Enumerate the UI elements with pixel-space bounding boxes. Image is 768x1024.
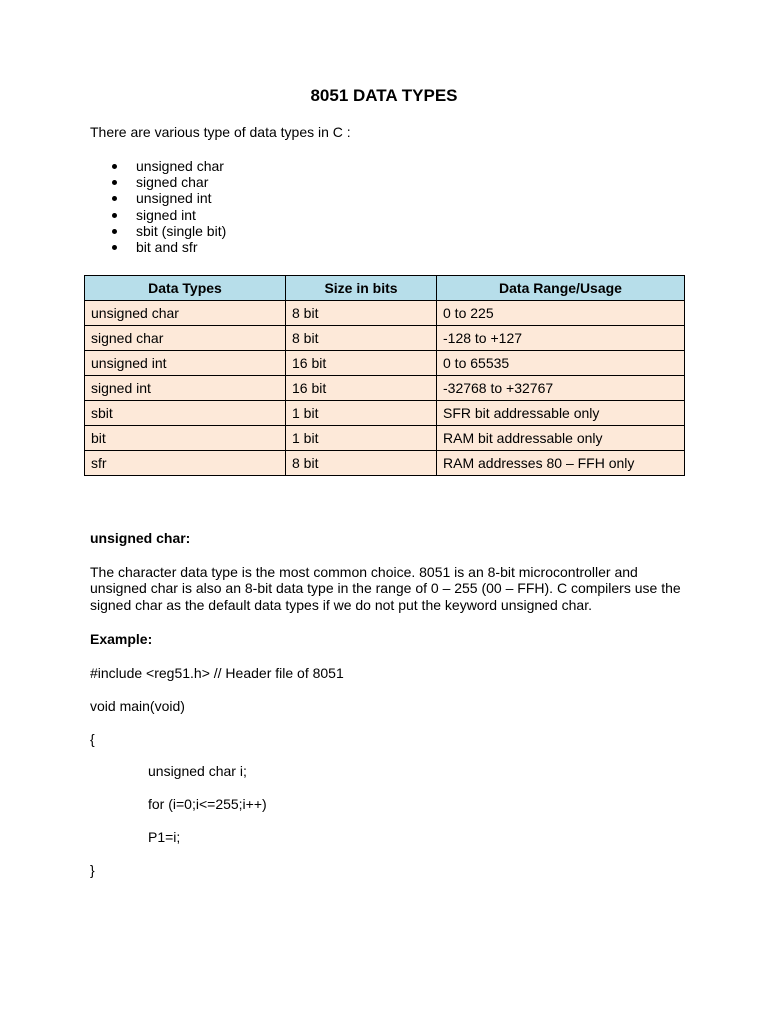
paragraph-line: unsigned char is also an 8-bit data type in the range of 0 – 255 (00 – FFH). C compilers use the: [90, 580, 681, 597]
list-item-label: signed char: [136, 174, 209, 191]
intro-text: There are various type of data types in C :: [90, 124, 351, 140]
cell-data-type: signed int: [85, 376, 286, 401]
cell-size: 16 bit: [286, 351, 437, 376]
table-row: [85, 326, 685, 351]
page-title: 8051 DATA TYPES: [310, 86, 458, 105]
list-item-label: signed int: [136, 206, 196, 223]
cell-data-type: unsigned int: [85, 351, 286, 376]
code-line: }: [90, 862, 95, 878]
table-header-row: [85, 276, 685, 301]
table-row: [85, 351, 685, 376]
cell-size: 8 bit: [286, 326, 437, 351]
table-row: [85, 451, 685, 476]
cell-data-type: bit: [85, 426, 286, 451]
cell-range: SFR bit addressable only: [437, 401, 685, 426]
cell-size: 8 bit: [286, 451, 437, 476]
data-type-list: [90, 158, 226, 255]
table-row: [85, 301, 685, 326]
table-row: [85, 376, 685, 401]
code-line: for (i=0;i<=255;i++): [148, 796, 267, 812]
list-item-label: bit and sfr: [136, 238, 198, 255]
bullet-icon: [112, 180, 117, 185]
list-item: [90, 174, 226, 190]
list-item: [90, 223, 226, 239]
paragraph-line: signed char as the default data types if we do not put the keyword unsigned char.: [90, 596, 592, 613]
list-item-label: sbit (single bit): [136, 222, 227, 239]
code-line: void main(void): [90, 698, 185, 714]
section-heading: unsigned char:: [90, 530, 191, 546]
cell-size: 8 bit: [286, 301, 437, 326]
header-data-types: Data Types: [85, 276, 286, 301]
bullet-icon: [112, 229, 117, 234]
header-data-range-usage: Data Range/Usage: [437, 276, 685, 301]
cell-range: 0 to 225: [437, 301, 685, 326]
list-item-label: unsigned char: [136, 158, 224, 174]
cell-size: 1 bit: [286, 426, 437, 451]
bullet-icon: [112, 245, 117, 250]
list-item: [90, 239, 226, 255]
cell-data-type: unsigned char: [85, 301, 286, 326]
cell-range: RAM bit addressable only: [437, 426, 685, 451]
cell-range: -32768 to +32767: [437, 376, 685, 401]
cell-data-type: signed char: [85, 326, 286, 351]
cell-size: 16 bit: [286, 376, 437, 401]
cell-range: RAM addresses 80 – FFH only: [437, 451, 685, 476]
code-line: {: [90, 731, 95, 747]
cell-range: 0 to 65535: [437, 351, 685, 376]
bullet-icon: [112, 164, 117, 169]
section-paragraph: [90, 564, 690, 613]
bullet-icon: [112, 196, 117, 201]
code-line: unsigned char i;: [148, 763, 247, 779]
header-size-in-bits: Size in bits: [286, 276, 437, 301]
cell-size: 1 bit: [286, 401, 437, 426]
cell-data-type: sfr: [85, 451, 286, 476]
list-item-label: unsigned int: [136, 190, 212, 207]
list-item: [90, 190, 226, 206]
cell-range: -128 to +127: [437, 326, 685, 351]
example-heading: Example:: [90, 631, 153, 647]
list-item: [90, 158, 226, 174]
paragraph-line: The character data type is the most common choice. 8051 is an 8-bit microcontroller and: [90, 564, 638, 580]
code-line: P1=i;: [148, 829, 181, 845]
list-item: [90, 207, 226, 223]
table-row: [85, 426, 685, 451]
bullet-icon: [112, 213, 117, 218]
code-line: #include <reg51.h> // Header file of 8051: [90, 665, 344, 681]
cell-data-type: sbit: [85, 401, 286, 426]
data-types-table: [84, 275, 685, 476]
table-row: [85, 401, 685, 426]
